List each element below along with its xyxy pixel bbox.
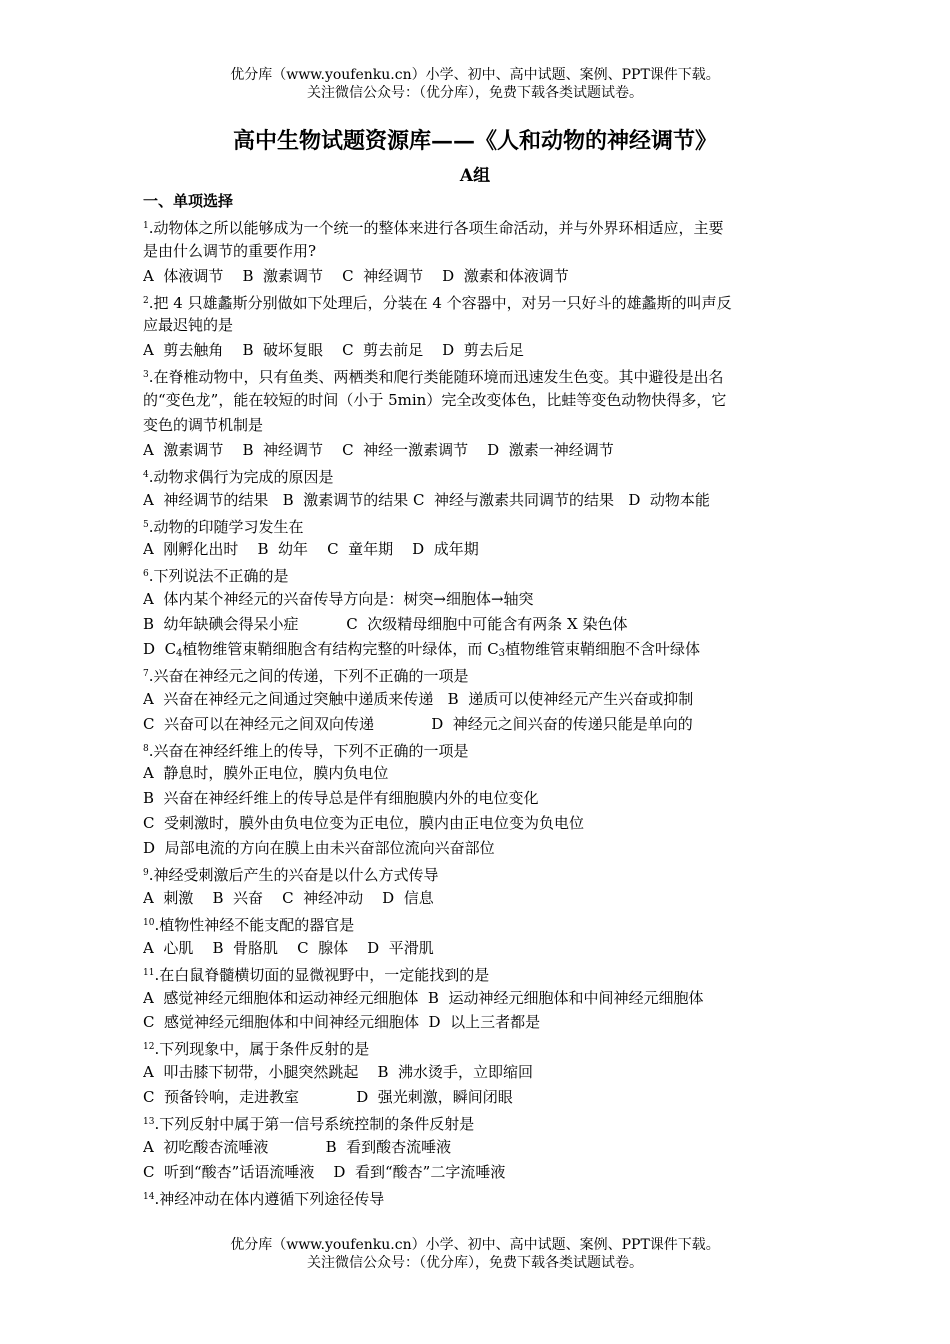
page-header (0, 66, 950, 102)
question-number: 1 (143, 220, 149, 231)
document-title: 高中生物试题资源库——《人和动物的神经调节》 (232, 128, 717, 154)
footer-line-2: 关注微信公众号：（优分库），免费下载各类试题试卷。 (307, 1255, 643, 1271)
question-11-stem: $^{11}$.在白鼠脊髓横切面的显微视野中，一定能找到的是 (143, 965, 490, 984)
question-3-stem: $^3$.在脊椎动物中，只有鱼类、两栖类和爬行类能随环境而迅速发生色变。其中避役是出名 (143, 368, 724, 387)
question-13-stem: $^{13}$.下列反射中属于第一信号系统控制的条件反射是 (143, 1114, 475, 1133)
question-10-stem: $^{10}$.植物性神经不能支配的器官是 (143, 915, 355, 934)
question-3-stem-cont-2: 变色的调节机制是 (143, 416, 264, 435)
question-8-option-c: C 受刺激时，膜外由负电位变为正电位，膜内由正电位变为负电位 (143, 814, 585, 833)
question-3-stem-cont: 的“变色龙”，能在较短的时间（小于 5min）完全改变体色，比蛙等变色动物快得多，它 (143, 391, 727, 410)
question-6-stem: $^6$.下列说法不正确的是 (143, 567, 289, 586)
question-7-options-cd: C 兴奋可以在神经元之间双向传递 D 神经元之间兴奋的传递只能是单向的 (143, 714, 693, 733)
question-14-stem: $^{14}$.神经冲动在体内遵循下列途径传导 (143, 1189, 385, 1208)
question-number: 8 (143, 743, 149, 754)
question-2-options: A 剪去触角 B 破坏复眼 C 剪去前足 D 剪去后足 (143, 341, 524, 360)
question-8-option-a: A 静息时，膜外正电位，膜内负电位 (143, 764, 389, 783)
question-3-options: A 激素调节 B 神经调节 C 神经一激素调节 D 激素一神经调节 (143, 440, 614, 459)
page-footer (0, 1236, 950, 1272)
question-number: 4 (143, 469, 149, 480)
question-number: 12 (143, 1042, 155, 1053)
question-11-options-ab: A 感觉神经元细胞体和运动神经元细胞体 B 运动神经元细胞体和中间神经元细胞体 (143, 988, 704, 1007)
question-2-stem-cont: 应最迟钝的是 (143, 316, 234, 335)
question-7-options-ab: A 兴奋在神经元之间通过突触中递质来传递 B 递质可以使神经元产生兴奋或抑制 (143, 689, 694, 708)
question-1-stem: $^1$.动物体之所以能够成为一个统一的整体来进行各项生命活动，并与外界环相适应，主要 (143, 218, 724, 237)
question-4-stem: $^4$.动物求偶行为完成的原因是 (143, 467, 334, 486)
header-line-2: 关注微信公众号：（优分库），免费下载各类试题试卷。 (307, 85, 643, 101)
question-number: 13 (143, 1116, 155, 1127)
question-13-options-ab: A 初吃酸杏流唾液 B 看到酸杏流唾液 (143, 1137, 452, 1156)
question-number: 14 (143, 1191, 155, 1202)
question-number: 10 (143, 917, 155, 928)
question-number: 2 (143, 295, 149, 306)
question-12-options-cd: C 预备铃响，走进教室 D 强光刺激，瞬间闭眼 (143, 1088, 513, 1107)
footer-line-1: 优分库（www.youfenku.cn）小学、初中、高中试题、案例、PPT课件下载。 (230, 1237, 720, 1253)
question-1-stem-cont: 是由什么调节的重要作用? (143, 241, 317, 260)
question-number: 5 (143, 519, 149, 530)
question-5-options: A 刚孵化出时 B 幼年 C 童年期 D 成年期 (143, 540, 479, 559)
question-12-options-ab: A 叩击膝下韧带，小腿突然跳起 B 沸水烫手，立即缩回 (143, 1063, 534, 1082)
question-list (143, 189, 808, 1210)
question-10-options: A 心肌 B 骨胳肌 C 腺体 D 平滑肌 (143, 938, 434, 957)
question-11-options-cd: C 感觉神经元细胞体和中间神经元细胞体 D 以上三者都是 (143, 1013, 541, 1032)
question-4-options: A 神经调节的结果 B 激素调节的结果 C 神经与激素共同调节的结果 D 动物本能 (143, 490, 710, 509)
question-13-options-cd: C 听到“酸杏”话语流唾液 D 看到“酸杏”二字流唾液 (143, 1162, 506, 1181)
question-8-option-b: B 兴奋在神经纤维上的传导总是伴有细胞膜内外的电位变化 (143, 789, 539, 808)
question-6-option-bc: B 幼年缺碘会得呆小症 C 次级精母细胞中可能含有两条 X 染色体 (143, 615, 628, 634)
question-5-stem: $^5$.动物的印随学习发生在 (143, 517, 304, 536)
question-8-stem: $^8$.兴奋在神经纤维上的传导，下列不正确的一项是 (143, 741, 469, 760)
section-heading: 一、单项选择 (143, 192, 234, 210)
group-heading: A组 (459, 166, 491, 186)
question-number: 9 (143, 868, 149, 879)
question-1-options: A 体液调节 B 激素调节 C 神经调节 D 激素和体液调节 (143, 266, 569, 285)
question-9-stem: $^9$.神经受刺激后产生的兴奋是以什么方式传导 (143, 866, 439, 885)
question-number: 6 (143, 569, 149, 580)
question-number: 11 (143, 967, 155, 978)
question-2-stem: $^2$.把 4 只雄蠡斯分别做如下处理后，分装在 4 个容器中，对另一只好斗的雄蠡斯的叫声反 (143, 293, 732, 312)
question-9-options: A 刺激 B 兴奋 C 神经冲动 D 信息 (143, 888, 434, 907)
question-6-option-d: D $C_4$植物维管束鞘细胞含有结构完整的叶绿体，而 $C_3$植物维管束鞘细胞不含叶绿体 (143, 640, 701, 660)
question-8-option-d: D 局部电流的方向在膜上由未兴奋部位流向兴奋部位 (143, 839, 495, 858)
header-line-1: 优分库（www.youfenku.cn）小学、初中、高中试题、案例、PPT课件下载。 (230, 67, 720, 83)
question-number: 3 (143, 370, 149, 381)
question-6-option-a: A 体内某个神经元的兴奋传导方向是：树突→细胞体→轴突 (143, 590, 534, 609)
question-number: 7 (143, 668, 149, 679)
question-7-stem: $^7$.兴奋在神经元之间的传递，下列不正确的一项是 (143, 666, 469, 685)
question-12-stem: $^{12}$.下列现象中，属于条件反射的是 (143, 1040, 370, 1059)
